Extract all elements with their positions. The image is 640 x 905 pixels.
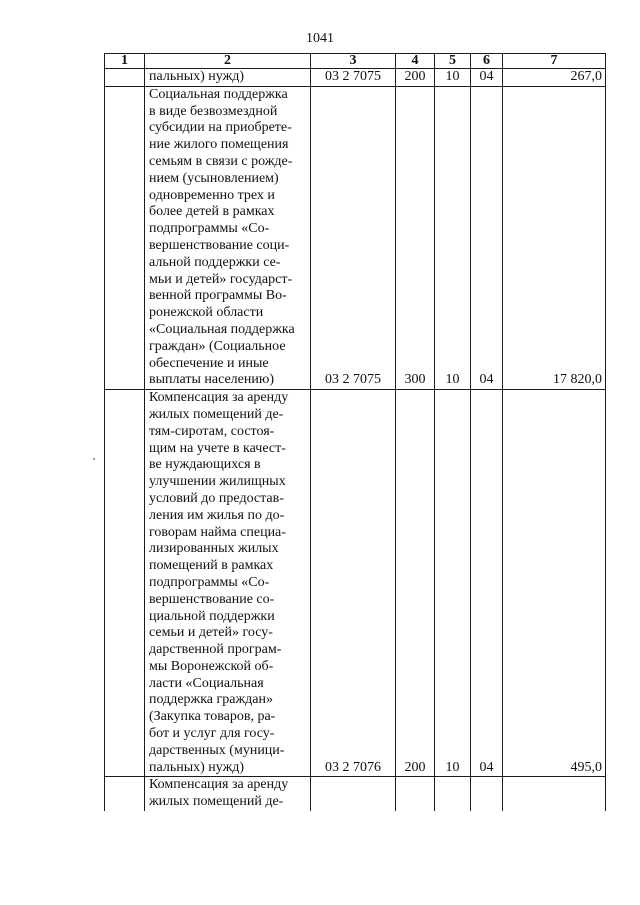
description-line: семьи и детей» госу- [149, 625, 273, 641]
target-article-code: 03 2 7076 [311, 390, 396, 777]
description-line: в виде безвозмездной [149, 103, 278, 119]
description-line: «Социальная поддержка [149, 321, 295, 337]
description-line: жилых помещений де- [149, 406, 284, 422]
table-row [105, 86, 606, 389]
description-line: дарственных (муници- [149, 742, 285, 758]
description-line: нием (усыновлением) [149, 170, 279, 186]
description-line: ласти «Социальная [149, 675, 264, 691]
header-col-6: 6 [471, 54, 503, 69]
description-line: семьям в связи с рожде- [149, 153, 293, 169]
row-number-cell [105, 86, 145, 389]
description-line: Компенсация за аренду [149, 777, 289, 793]
description-line: граждан» (Социальное [149, 338, 286, 354]
description-line: более детей в рамках [149, 204, 275, 220]
description-line: лизированных жилых [149, 541, 279, 557]
header-col-1: 1 [105, 54, 145, 69]
row-description [145, 390, 311, 777]
expense-type-code: 200 [396, 390, 435, 777]
header-col-3: 3 [311, 54, 396, 69]
description-line: помещений в рамках [149, 558, 274, 574]
description-line: Социальная поддержка [149, 86, 288, 102]
description-line: ние жилого помещения [149, 137, 289, 153]
row-description [145, 777, 311, 811]
description-line: ления им жилья по до- [149, 507, 285, 523]
description-line: (Закупка товаров, ра- [149, 709, 276, 725]
section-code: 10 [435, 69, 471, 87]
description-line: Компенсация за аренду [149, 390, 289, 406]
header-col-2: 2 [145, 54, 311, 69]
page-number: 1041 [306, 31, 334, 46]
description-line: вершенствование соци- [149, 237, 290, 253]
description-line: поддержка граждан» [149, 692, 273, 708]
description-line: вершенствование со- [149, 591, 275, 607]
description-line: дарственной програм- [149, 642, 282, 658]
description-line: субсидии на приобрете- [149, 120, 292, 136]
description-line: подпрограммы «Со- [149, 221, 270, 237]
header-col-7: 7 [503, 54, 606, 69]
budget-table [104, 53, 606, 811]
description-line: тям-сиротам, состоя- [149, 423, 275, 439]
description-line: одновременно трех и [149, 187, 275, 203]
description-line: щим на учете в качест- [149, 440, 286, 456]
table-row [105, 390, 606, 777]
description-line: мьи и детей» государст- [149, 271, 293, 287]
subsection-code: 04 [471, 69, 503, 87]
scan-speck [93, 458, 95, 460]
amount-cell: 267,0 [503, 69, 606, 87]
amount-cell [503, 777, 606, 811]
subsection-code [471, 777, 503, 811]
subsection-code: 04 [471, 86, 503, 389]
section-code: 10 [435, 390, 471, 777]
header-col-4: 4 [396, 54, 435, 69]
description-line: ронежской области [149, 305, 264, 321]
section-code: 10 [435, 86, 471, 389]
description-line: мы Воронежской об- [149, 658, 274, 674]
description-line: ве нуждающихся в [149, 457, 261, 473]
amount-cell: 17 820,0 [503, 86, 606, 389]
subsection-code: 04 [471, 390, 503, 777]
description-line: выплаты населению) [149, 372, 274, 388]
target-article-code [311, 777, 396, 811]
description-line: циальной поддержки [149, 608, 275, 624]
description-line: условий до предостав- [149, 490, 284, 506]
table-row [105, 69, 606, 87]
description-line: говорам найма специа- [149, 524, 286, 540]
description-line: жилых помещений де- [149, 794, 284, 810]
row-description [145, 86, 311, 389]
table-row [105, 777, 606, 811]
header-col-5: 5 [435, 54, 471, 69]
row-description [145, 69, 311, 87]
expense-type-code: 300 [396, 86, 435, 389]
expense-type-code [396, 777, 435, 811]
description-line: обеспечение и иные [149, 355, 269, 371]
target-article-code: 03 2 7075 [311, 86, 396, 389]
row-number-cell [105, 390, 145, 777]
description-line: подпрограммы «Со- [149, 574, 270, 590]
row-number-cell [105, 69, 145, 87]
description-line: бот и услуг для госу- [149, 726, 275, 742]
amount-cell: 495,0 [503, 390, 606, 777]
description-line: пальных) нужд) [149, 759, 245, 775]
description-line: альной поддержки се- [149, 254, 281, 270]
description-line: улучшении жилищных [149, 474, 286, 490]
description-line: пальных) нужд) [149, 69, 245, 84]
section-code [435, 777, 471, 811]
expense-type-code: 200 [396, 69, 435, 87]
row-number-cell [105, 777, 145, 811]
description-line: венной программы Во- [149, 288, 287, 304]
target-article-code: 03 2 7075 [311, 69, 396, 87]
table-header-row [105, 54, 606, 69]
